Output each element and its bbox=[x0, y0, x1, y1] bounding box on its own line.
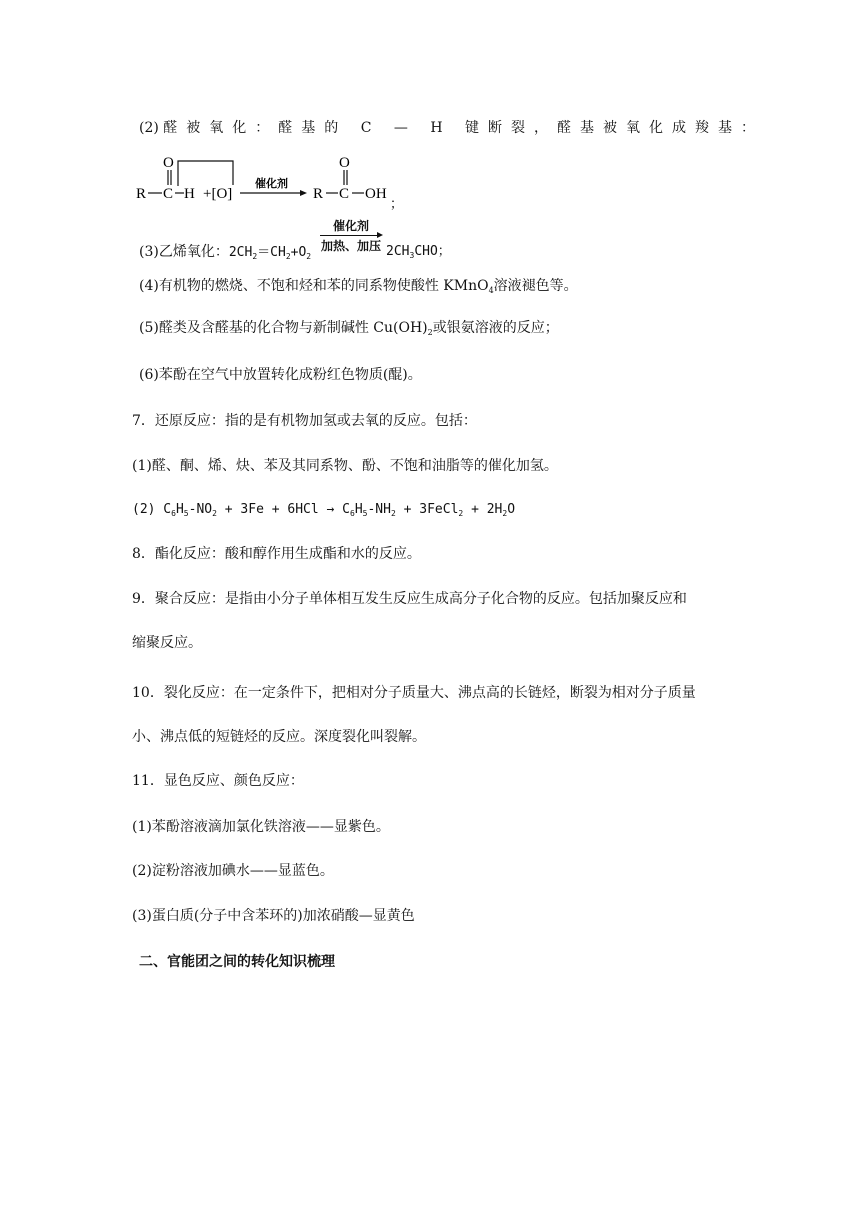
item-aldehyde-test: (5)醛类及含醛基的化合物与新制碱性 $Cu(OH)_2$或银氨溶液的反应； bbox=[139, 320, 559, 337]
arrow-head-icon bbox=[300, 190, 307, 196]
item-ethylene-oxidation: (3)乙烯氧化：$2CH_2=CH_2+O_2$ bbox=[139, 244, 312, 261]
section-polymerization-line1: 9．聚合反应：是指由小分子单体相互发生反应生成高分子化合物的反应。包括加聚反应和 bbox=[132, 591, 687, 607]
section-cracking-line2: 小、沸点低的短链烃的反应。深度裂化叫裂解。 bbox=[132, 729, 426, 745]
item-phenol-ferric: (1)苯酚溶液滴加氯化铁溶液——显紫色。 bbox=[132, 819, 390, 835]
item-hydrogenation: (1)醛、酮、烯、炔、苯及其同系物、酚、不饱和油脂等的催化加氢。 bbox=[132, 458, 558, 474]
oxygen: O bbox=[163, 155, 174, 171]
catalyst-label: 催化剂 bbox=[255, 178, 288, 190]
heading-functional-groups: 二、官能团之间的转化知识梳理 bbox=[139, 954, 335, 970]
section-cracking-line1: 10．裂化反应：在一定条件下，把相对分子质量大、沸点高的长链烃，断裂为相对分子质量 bbox=[132, 685, 696, 701]
hydrogen: H bbox=[184, 186, 195, 202]
carbon: C bbox=[163, 186, 174, 202]
item-starch-iodine: (2)淀粉溶液加碘水——显蓝色。 bbox=[132, 863, 334, 879]
oxygen-product: O bbox=[339, 155, 350, 171]
condition-arrow-icon bbox=[377, 232, 383, 238]
r-group-product: R bbox=[313, 186, 324, 202]
section-esterification: 8．酯化反应：酸和醇作用生成酯和水的反应。 bbox=[132, 546, 421, 562]
section-color-reaction: 11．显色反应、颜色反应： bbox=[132, 773, 304, 789]
item-combustion: (4)有机物的燃烧、不饱和烃和苯的同系物使酸性 KMnO$_4$溶液褪色等。 bbox=[139, 278, 578, 295]
ethylene-product: $2CH_3CHO$； bbox=[386, 244, 451, 260]
item-protein-nitric: (3)蛋白质(分子中含苯环的)加浓硝酸—显黄色 bbox=[132, 908, 415, 924]
oxidant: +[O] bbox=[203, 186, 233, 202]
condition-arrow-line bbox=[320, 235, 378, 236]
bracket-line bbox=[178, 161, 233, 186]
r-group: R bbox=[136, 186, 147, 202]
hydroxyl: OH bbox=[365, 186, 387, 202]
end-punct: ； bbox=[390, 196, 404, 210]
item-aldehyde-oxidation: (2) 醛被氧化：醛基的 C — H 键断裂，醛基被氧化成羧基： bbox=[139, 120, 765, 136]
item-nitro-reduction: (2) $C_6H_5-NO_2 + 3Fe + 6HCl \to C_6H_5-NH_2$ + 3FeCl$_2$ + $2H_2O$ bbox=[132, 502, 516, 518]
aldehyde-oxidation-equation bbox=[132, 152, 412, 210]
section-polymerization-line2: 缩聚反应。 bbox=[132, 635, 202, 651]
section-reduction: 7．还原反应：指的是有机物加氢或去氧的反应。包括： bbox=[132, 413, 477, 429]
item-phenol: (6)苯酚在空气中放置转化成粉红色物质(醌)。 bbox=[139, 367, 422, 383]
carbon-product: C bbox=[339, 186, 350, 202]
reaction-condition: 催化剂 加热、加压 bbox=[320, 219, 381, 253]
